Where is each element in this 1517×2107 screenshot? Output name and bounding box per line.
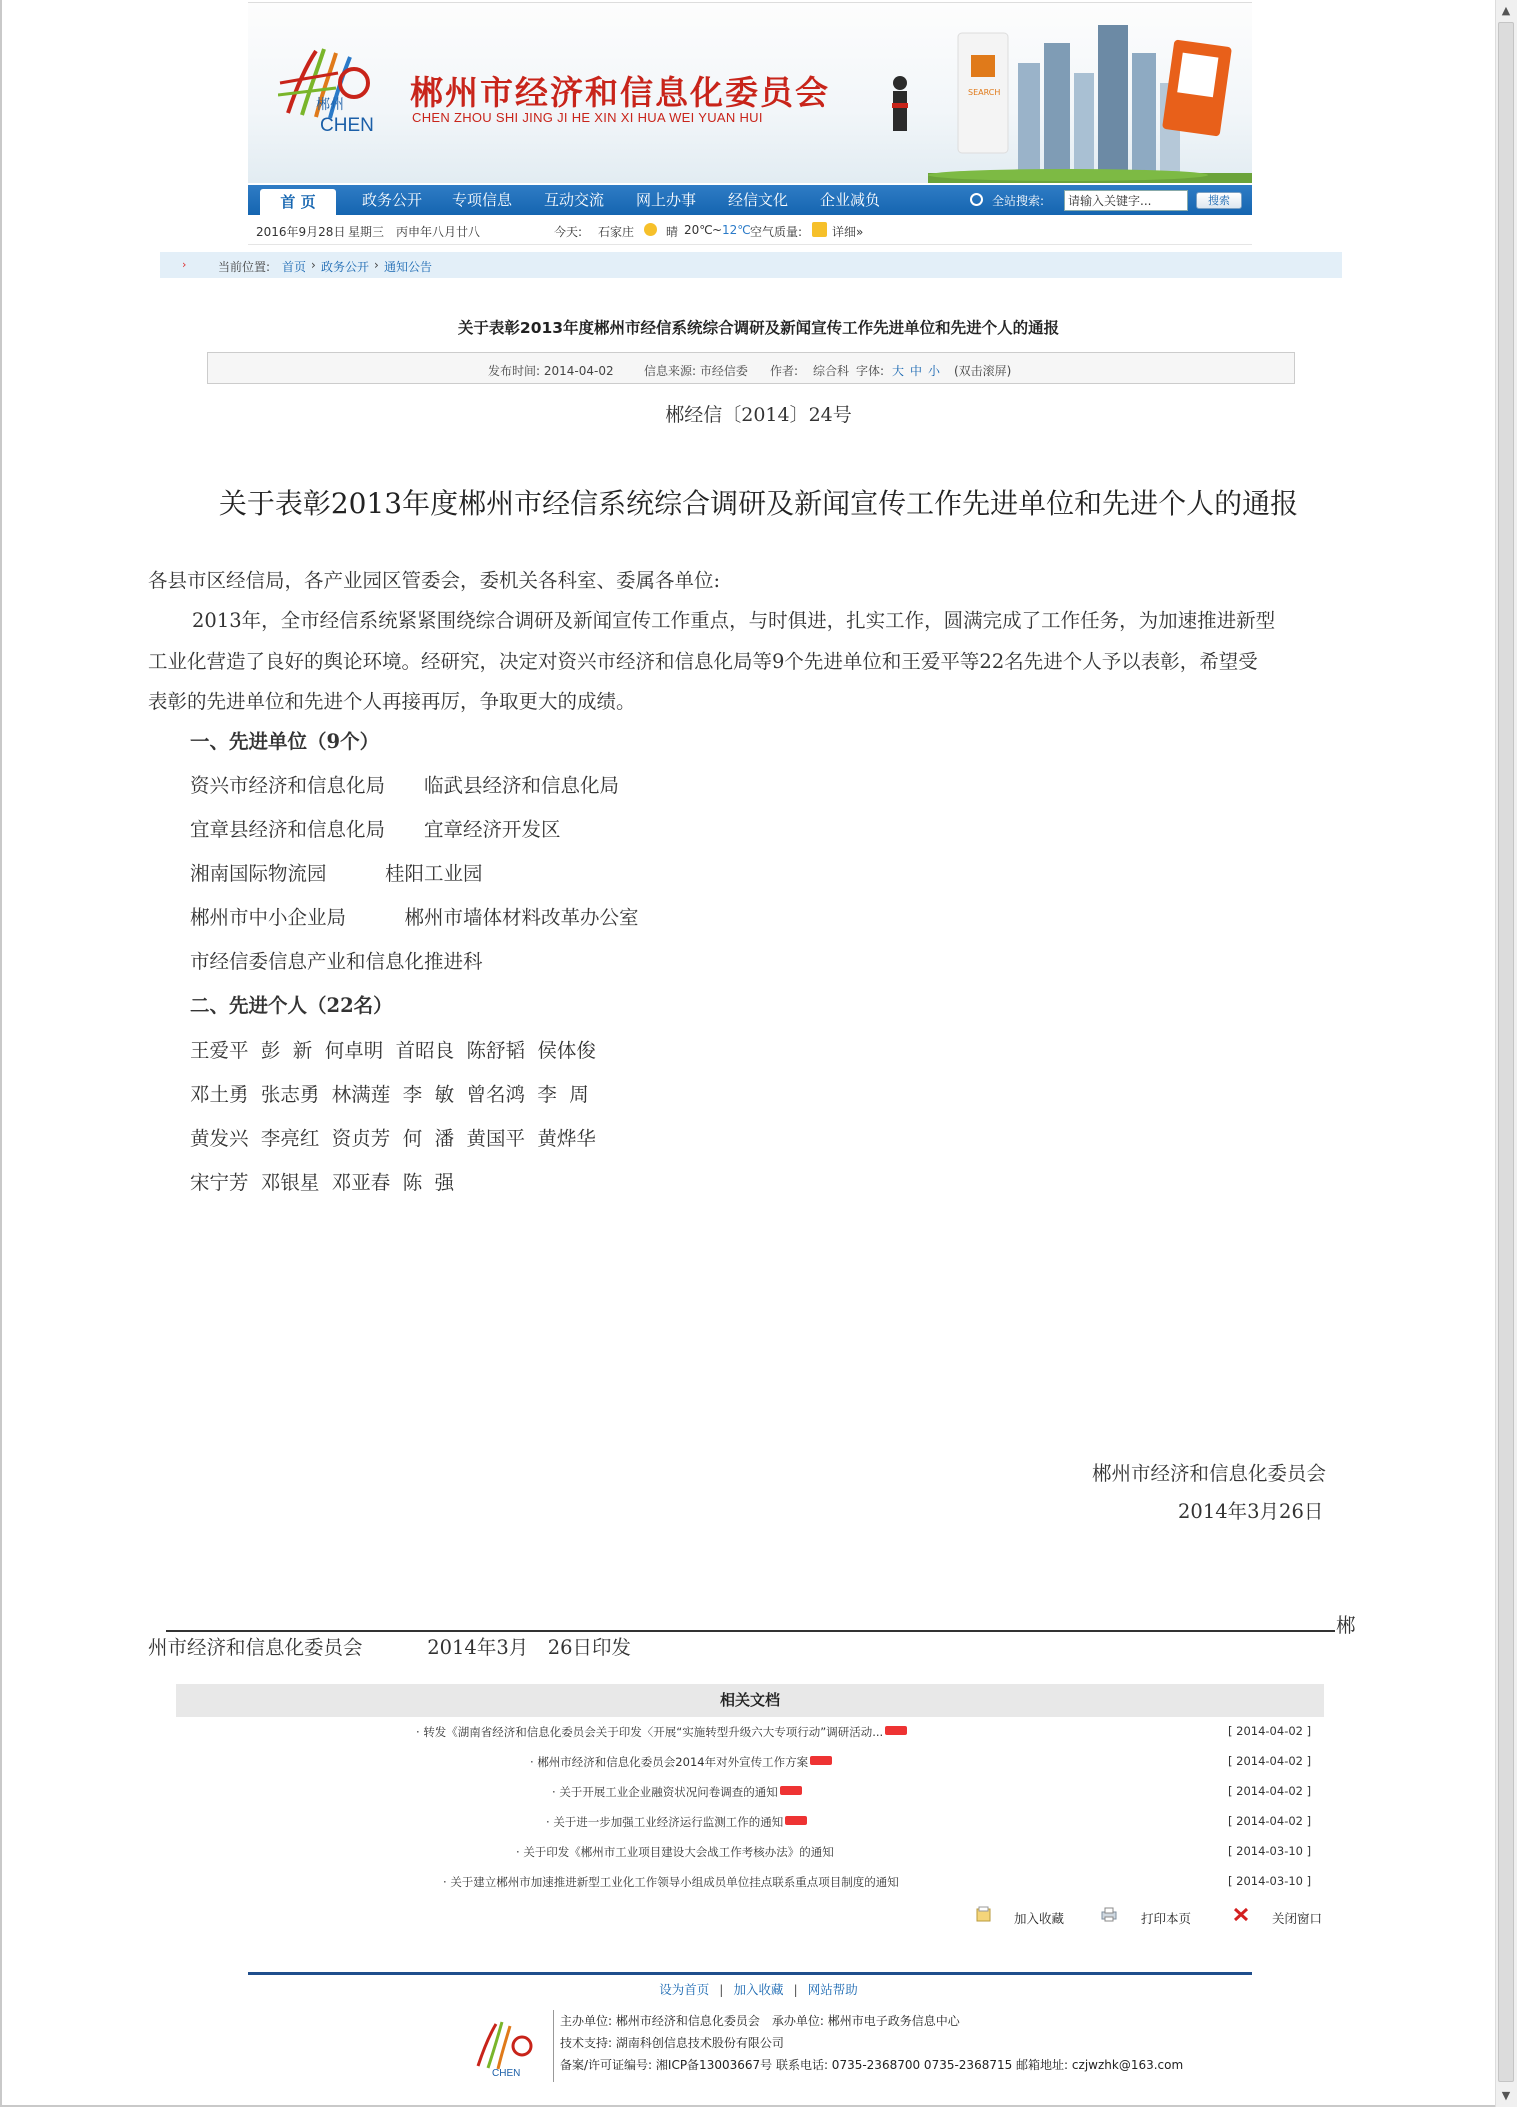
footer-logo-text: CHEN	[492, 2068, 521, 2078]
temp-low: 12℃	[722, 223, 751, 237]
weather-text: 晴	[666, 225, 679, 239]
date-text: 2016年9月28日	[256, 225, 346, 239]
signature-date: 2014年3月26日	[1178, 1500, 1324, 1523]
footer-link-sep: |	[719, 1982, 724, 1997]
people-line: 宋宁芳 邓银星 邓亚春 陈 强	[190, 1171, 455, 1194]
set-homepage-link[interactable]: 设为首页	[659, 1982, 710, 1997]
site-title: 郴州市经济和信息化委员会	[410, 73, 830, 112]
related-docs-header: 相关文档	[176, 1684, 1324, 1717]
bullet: ·	[530, 1755, 534, 1769]
breadcrumb-notices[interactable]: 通知公告	[384, 260, 433, 274]
people-line: 黄发兴 李亮红 资贞芳 何 潘 黄国平 黄烨华	[190, 1127, 596, 1150]
article-title: 关于表彰2013年度郴州市经信系统综合调研及新闻宣传工作先进单位和先进个人的通报	[457, 319, 1060, 337]
unit-line: 市经信委信息产业和信息化推进科	[190, 950, 483, 973]
article-meta	[207, 352, 1295, 384]
section-heading: 一、先进单位（9个）	[190, 730, 380, 753]
nav-culture[interactable]: 经信文化	[727, 191, 788, 209]
unit-line: 宜章县经济和信息化局 宜章经济开发区	[190, 818, 561, 841]
signature-org: 郴州市经济和信息化委员会	[1092, 1462, 1327, 1485]
logo-text: CHEN	[320, 115, 374, 136]
new-badge-icon	[780, 1786, 802, 1795]
close-icon[interactable]	[1232, 1906, 1250, 1923]
weather-detail-link[interactable]: 详细»	[832, 225, 864, 239]
unit-line: 郴州市中小企业局 郴州市墙体材料改革办公室	[190, 906, 639, 929]
related-item[interactable]	[516, 1844, 834, 1860]
site-header	[248, 2, 1252, 239]
footer-logo-icon	[470, 2018, 540, 2078]
related-item-date: [ 2014-04-02 ]	[1228, 1724, 1312, 1738]
paragraph-line: 工业化营造了良好的舆论环境。经研究，决定对资兴市经济和信息化局等9个先进单位和王爱平等22名先进个人予以表彰，希望受	[148, 650, 1258, 673]
related-item[interactable]	[443, 1874, 899, 1890]
logo-small-text: 郴州	[316, 97, 344, 113]
font-small-button[interactable]: 小	[928, 364, 941, 378]
print-prefix: 郴	[1336, 1614, 1356, 1637]
bullet: ·	[546, 1815, 550, 1829]
unit-line: 资兴市经济和信息化局 临武县经济和信息化局	[190, 774, 620, 797]
main-nav	[248, 185, 1252, 215]
air-quality-icon	[812, 222, 827, 237]
new-badge-icon	[885, 1726, 907, 1735]
document-title: 关于表彰2013年度郴州市经信系统综合调研及新闻宣传工作先进单位和先进个人的通报	[218, 487, 1299, 520]
scroll-up-icon[interactable]: ▲	[1501, 4, 1511, 17]
today-label: 今天:	[554, 225, 583, 239]
font-medium-button[interactable]: 中	[910, 364, 923, 378]
footer-favorite-link[interactable]: 加入收藏	[733, 1982, 784, 1997]
footer-link-sep: |	[793, 1982, 798, 1997]
nav-interaction[interactable]: 互动交流	[543, 191, 604, 209]
info-source: 信息来源: 市经信委	[644, 364, 748, 378]
bullet: ·	[516, 1845, 520, 1859]
date-weather-bar	[248, 215, 1252, 245]
city-skyline-illustration	[868, 3, 1252, 183]
related-item-date: [ 2014-04-02 ]	[1228, 1784, 1312, 1798]
related-item-title[interactable]: 关于进一步加强工业经济运行监测工作的通知	[553, 1815, 784, 1829]
new-badge-icon	[810, 1756, 832, 1765]
temp-sep: ~	[712, 223, 723, 237]
people-line: 王爱平 彭 新 何卓明 首昭良 陈舒韬 侯体俊	[190, 1039, 596, 1062]
sun-icon	[644, 223, 657, 236]
author-value: 综合科	[813, 364, 850, 378]
related-item[interactable]	[416, 1724, 907, 1740]
site-help-link[interactable]: 网站帮助	[807, 1982, 858, 1997]
related-item-title[interactable]: 转发《湖南省经济和信息化委员会关于印发〈开展“实施转型升级六大专项行动”调研活动...	[423, 1725, 884, 1739]
bullet: ·	[443, 1875, 447, 1889]
greeting: 各县市区经信局，各产业园区管委会，委机关各科室、委属各单位:	[148, 569, 721, 592]
related-item-date: [ 2014-04-02 ]	[1228, 1814, 1312, 1828]
print-page-button[interactable]: 打印本页	[1141, 1911, 1192, 1926]
unit-line: 湘南国际物流园 桂阳工业园	[190, 862, 483, 885]
related-item-date: [ 2014-03-10 ]	[1228, 1874, 1312, 1888]
nav-special-info[interactable]: 专项信息	[451, 191, 512, 209]
search-label: 全站搜索:	[992, 194, 1045, 208]
footer-links	[0, 1980, 1517, 1998]
arrow-icon: ›	[182, 258, 187, 271]
search-sign-text: SEARCH	[968, 88, 1001, 97]
document-number: 郴经信〔2014〕24号	[665, 404, 852, 426]
nav-online-service[interactable]: 网上办事	[635, 191, 696, 209]
breadcrumb-sep: ›	[311, 258, 316, 272]
add-favorite-button[interactable]: 加入收藏	[1014, 1911, 1065, 1926]
author-label: 作者:	[770, 364, 799, 378]
footer-rule	[248, 1972, 1252, 1975]
print-line: 州市经济和信息化委员会 2014年3月 26日印发	[148, 1636, 632, 1659]
search-input[interactable]	[1064, 190, 1188, 211]
search-button[interactable]: 搜索	[1196, 192, 1242, 209]
breadcrumb-label: 当前位置:	[218, 260, 271, 274]
font-large-button[interactable]: 大	[892, 364, 905, 378]
font-size-label: 字体:	[856, 364, 885, 378]
breadcrumb-sep: ›	[374, 258, 379, 272]
temp-high: 20℃	[684, 223, 713, 237]
related-item-title[interactable]: 关于印发《郴州市工业项目建设大会战工作考核办法》的通知	[523, 1845, 834, 1859]
related-item-date: [ 2014-03-10 ]	[1228, 1844, 1312, 1858]
banner	[248, 2, 1252, 183]
search-icon	[970, 193, 983, 206]
people-line: 邓土勇 张志勇 林满莲 李 敏 曾名鸿 李 周	[190, 1083, 589, 1106]
close-window-button[interactable]: 关闭窗口	[1272, 1911, 1323, 1926]
related-item[interactable]	[546, 1814, 807, 1830]
related-item[interactable]	[552, 1784, 802, 1800]
scroll-down-icon[interactable]: ▼	[1501, 2089, 1511, 2102]
footer-icp: 备案/许可证编号: 湘ICP备13003667号 联系电话: 0735-2368700 0735-2368715 邮箱地址: czjwzhk@163.com	[560, 2058, 1184, 2072]
new-badge-icon	[785, 1816, 807, 1825]
section-heading: 二、先进个人（22名）	[190, 994, 393, 1017]
related-item[interactable]	[530, 1754, 832, 1770]
lunar-date: 丙申年八月廿八	[396, 225, 481, 239]
weather-city: 石家庄	[598, 225, 635, 239]
related-item-date: [ 2014-04-02 ]	[1228, 1754, 1312, 1768]
paragraph-line: 2013年，全市经信系统紧紧围绕综合调研及新闻宣传工作重点，与时俱进，扎实工作，圆满完成了工作任务，为加速推进新型	[192, 609, 1276, 632]
bullet: ·	[552, 1785, 556, 1799]
related-item-title[interactable]: 关于建立郴州市加速推进新型工业化工作领导小组成员单位挂点联系重点项目制度的通知	[450, 1875, 899, 1889]
related-item-title[interactable]: 关于开展工业企业融资状况问卷调查的通知	[559, 1785, 778, 1799]
weekday-text: 星期三	[348, 225, 385, 239]
publish-time: 发布时间: 2014-04-02	[488, 364, 614, 378]
dblclick-scroll-hint: (双击滚屏)	[954, 364, 1012, 378]
breadcrumb-gov-affairs[interactable]: 政务公开	[321, 260, 370, 274]
nav-burden-reduction[interactable]: 企业减负	[819, 191, 880, 209]
nav-home[interactable]: 首 页	[260, 189, 336, 215]
favorite-icon[interactable]	[975, 1906, 993, 1923]
bullet: ·	[416, 1725, 420, 1739]
footer-divider	[553, 2010, 554, 2082]
site-pinyin: CHEN ZHOU SHI JING JI HE XIN XI HUA WEI YUAN HUI	[412, 110, 763, 125]
print-icon[interactable]	[1100, 1906, 1118, 1923]
related-item-title[interactable]: 郴州市经济和信息化委员会2014年对外宣传工作方案	[537, 1755, 809, 1769]
paragraph-line: 表彰的先进单位和先进个人再接再厉，争取更大的成绩。	[148, 690, 636, 713]
breadcrumb	[160, 252, 1342, 278]
air-quality-label: 空气质量:	[750, 225, 803, 239]
breadcrumb-home[interactable]: 首页	[282, 260, 307, 274]
footer-sponsor: 主办单位: 郴州市经济和信息化委员会 承办单位: 郴州市电子政务信息中心	[560, 2014, 960, 2028]
footer-tech-support: 技术支持: 湖南科创信息技术股份有限公司	[560, 2036, 784, 2050]
nav-gov-affairs[interactable]: 政务公开	[361, 191, 422, 209]
